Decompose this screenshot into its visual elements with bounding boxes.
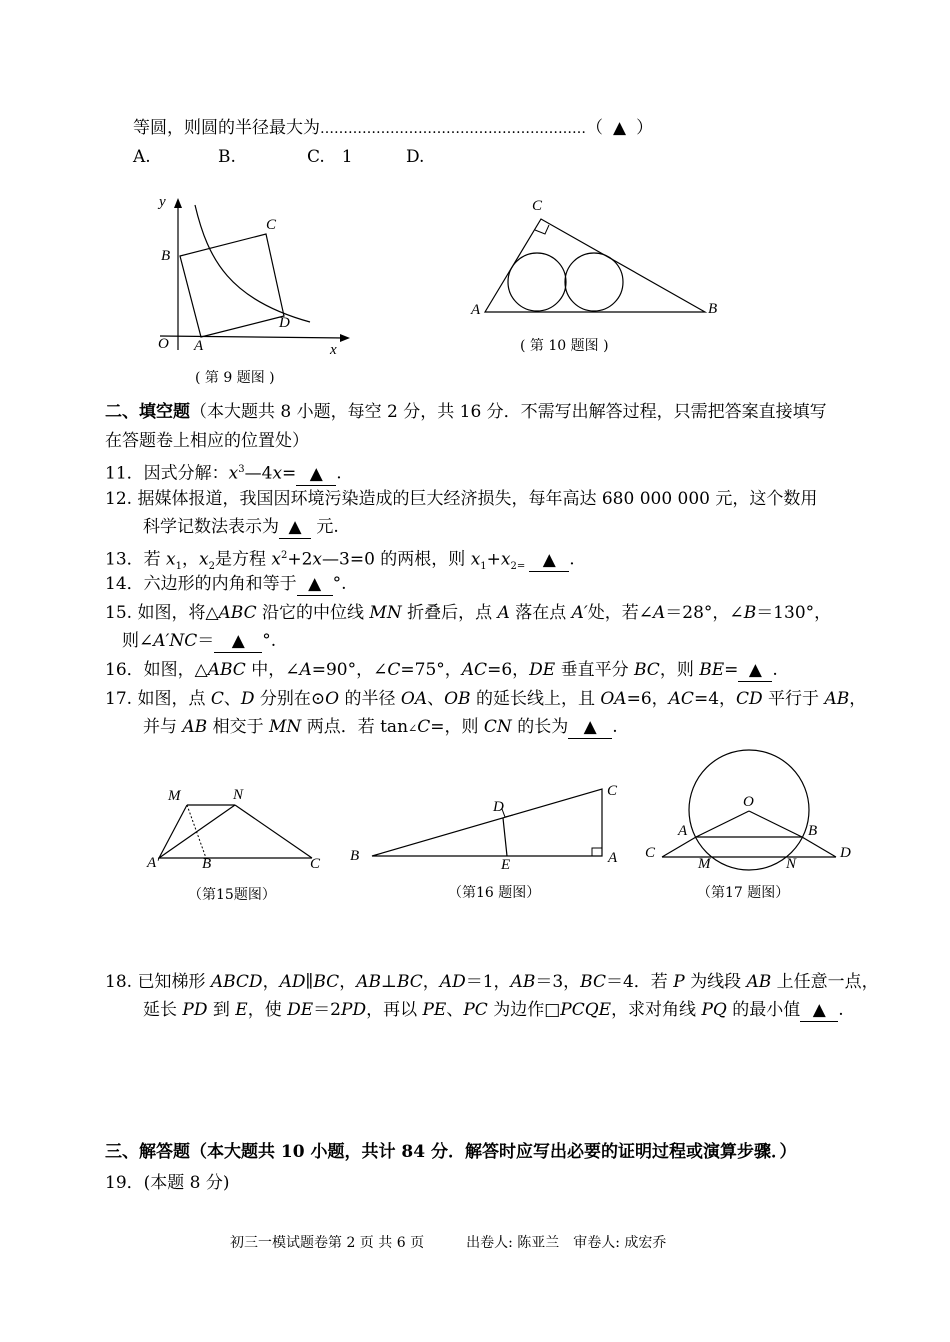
q15-l1f: ＝28°，∠ bbox=[665, 603, 744, 623]
q11-end: . bbox=[336, 463, 342, 484]
q15-a: A bbox=[497, 603, 510, 623]
figure-9 bbox=[150, 190, 360, 360]
section3-heading: 三、解答题（本大题共 10 小题，共计 84 分．解答时应写出必要的证明过程或演算步骤．） bbox=[105, 1142, 797, 1162]
q18-l1i: ＝4．若 bbox=[605, 972, 674, 992]
q17-l2c: 两点．若 tan bbox=[301, 717, 409, 737]
q18-de: DE bbox=[287, 1000, 314, 1020]
q18-bc3: BC bbox=[580, 972, 606, 992]
q18-l1a: 18. 已知梯形 bbox=[105, 972, 211, 992]
q18-pc: PC bbox=[463, 1000, 488, 1020]
q17-cd: CD bbox=[736, 689, 763, 709]
q18-bc: BC bbox=[313, 972, 340, 992]
q18-l1c: ∥ bbox=[305, 972, 314, 992]
fig15-label-n: N bbox=[233, 787, 244, 803]
q13-eqrest1: +2 bbox=[287, 549, 313, 570]
q16-abc: ABC bbox=[207, 660, 246, 680]
q13-answer-blank: ▲ bbox=[529, 549, 569, 572]
fig16-label-d: D bbox=[493, 799, 504, 815]
q18-pq: PQ bbox=[701, 1000, 727, 1020]
q11-eq: = bbox=[282, 463, 297, 484]
q18-ab3: AB bbox=[746, 972, 772, 992]
q13-x1: x bbox=[166, 549, 176, 570]
q18-ab2: AB bbox=[510, 972, 536, 992]
q17-l1h: =4， bbox=[693, 689, 737, 709]
q15-line1 bbox=[105, 602, 831, 624]
q13-s1: 1 bbox=[175, 561, 183, 573]
fig9-label-a: A bbox=[194, 338, 204, 354]
q17-l1a: 17. 如图，点 bbox=[105, 689, 211, 709]
q16-de: DE bbox=[529, 660, 556, 680]
fig17-label-c: C bbox=[645, 845, 656, 861]
q13-num: 13． bbox=[105, 549, 144, 570]
q11-exp: 3 bbox=[238, 464, 245, 475]
q12-line1: 12. 据媒体报道，我国因环境污染造成的巨大经济损失，每年高达 680 000 000 元，这个数用 bbox=[105, 489, 818, 509]
q16-num: 16． bbox=[105, 660, 144, 680]
fig17-label-n: N bbox=[786, 856, 797, 872]
fig9-label-y: y bbox=[159, 194, 166, 210]
q17-line2 bbox=[143, 716, 618, 740]
q16-t7: ，则 bbox=[659, 660, 700, 680]
q14-answer-blank: ▲ bbox=[297, 573, 333, 596]
fig9-label-o: O bbox=[158, 336, 169, 352]
q16 bbox=[105, 659, 778, 682]
fig16-right-angle-a bbox=[592, 848, 602, 856]
fig15-label-m: M bbox=[168, 788, 181, 804]
q10-option-b: B. bbox=[218, 147, 236, 167]
q18-answer-blank: ▲ bbox=[800, 999, 838, 1022]
fig15-line-ma bbox=[159, 805, 187, 858]
q16-t4: =75°， bbox=[400, 660, 462, 680]
q18-e: E bbox=[235, 1000, 248, 1020]
q18-l1h: ＝3， bbox=[535, 972, 581, 992]
q16-t6: 垂直平分 bbox=[555, 660, 634, 680]
figure17-caption: （第17 题图） bbox=[697, 885, 790, 901]
q13-sx1: x bbox=[470, 549, 481, 570]
q13-plus: + bbox=[486, 549, 501, 570]
figure9-caption: ( 第 9 题图 ) bbox=[195, 370, 275, 386]
q16-t3: =90°，∠ bbox=[311, 660, 388, 680]
q15-mn: MN bbox=[369, 603, 402, 623]
q17-l2a: 并与 bbox=[143, 717, 183, 737]
q17-l1d: 的半径 bbox=[339, 689, 401, 709]
fig9-y-arrow bbox=[174, 198, 182, 208]
q14-end: °. bbox=[332, 574, 347, 594]
fig15-dotted-mb bbox=[187, 805, 206, 858]
q15-l1e: 处，若∠ bbox=[587, 603, 654, 623]
q18-l2b: 到 bbox=[207, 1000, 236, 1020]
q11-x: x bbox=[228, 463, 239, 484]
q15-answer-blank: ▲ bbox=[214, 630, 262, 653]
q15-b: B bbox=[743, 603, 757, 623]
q16-t2: 中，∠ bbox=[245, 660, 300, 680]
figure-17 bbox=[640, 745, 860, 875]
q15-end: °. bbox=[262, 631, 277, 651]
fig10-circle-left bbox=[508, 253, 566, 311]
figure16-caption: （第16 题图） bbox=[448, 885, 541, 901]
fig9-label-x: x bbox=[330, 342, 337, 358]
fig9-label-d: D bbox=[279, 315, 290, 331]
section2-heading bbox=[105, 401, 827, 423]
q18-l2a: 延长 bbox=[143, 1000, 183, 1020]
q15-l2a: 则∠ bbox=[122, 631, 154, 651]
q17-l1b: 、 bbox=[223, 689, 241, 709]
fig16-triangle bbox=[372, 789, 602, 856]
q16-be: BE bbox=[699, 660, 725, 680]
fig9-label-c: C bbox=[266, 217, 277, 233]
figure-10 bbox=[465, 192, 730, 322]
q13-eqx: x bbox=[271, 549, 281, 570]
q18-l1g: ＝1， bbox=[465, 972, 511, 992]
q12-line2 bbox=[143, 516, 339, 539]
q17-d: D bbox=[240, 689, 255, 709]
q17-l1c: 分别在⊙ bbox=[254, 689, 326, 709]
q17-answer-blank: ▲ bbox=[568, 716, 612, 739]
q10-stem-tail bbox=[133, 117, 653, 140]
fig10-label-b: B bbox=[708, 301, 718, 317]
q11-text: 因式分解： bbox=[143, 463, 229, 484]
q18-l2c: ，使 bbox=[247, 1000, 288, 1020]
page-footer: 初三一模试题卷第 2 页 共 6 页 出卷人: 陈亚兰 审卷人: 成宏乔 bbox=[230, 1235, 667, 1251]
fig10-triangle bbox=[485, 219, 705, 312]
q13-end: . bbox=[569, 549, 575, 570]
q17-ab: AB bbox=[824, 689, 850, 709]
fig17-label-a: A bbox=[678, 823, 688, 839]
fig16-line-de bbox=[503, 818, 507, 856]
fig17-label-m: M bbox=[698, 856, 711, 872]
section2-title: 二、填空题 bbox=[105, 402, 190, 422]
fig17-label-o: O bbox=[743, 794, 754, 810]
q17-mn: MN bbox=[269, 717, 302, 737]
q10-option-d: D. bbox=[406, 147, 425, 167]
fig16-label-b: B bbox=[350, 848, 360, 864]
q15-l1b: 沿它的中位线 bbox=[256, 603, 370, 623]
fig10-label-c: C bbox=[532, 198, 543, 214]
q16-end: . bbox=[772, 660, 778, 680]
q18-l2d: ＝2 bbox=[313, 1000, 341, 1020]
fig17-label-d: D bbox=[840, 845, 851, 861]
q17-l2b: 相交于 bbox=[207, 717, 269, 737]
q15-abc: ABC bbox=[218, 603, 257, 623]
q18-pd: PD bbox=[182, 1000, 208, 1020]
q13-t2: 是方程 bbox=[214, 549, 272, 570]
fig15-label-c: C bbox=[310, 856, 321, 872]
q17-l1j: ， bbox=[849, 689, 867, 709]
q18-pe: PE bbox=[422, 1000, 447, 1020]
q12-answer-blank: ▲ bbox=[279, 516, 311, 539]
q10-option-c: C. 1 bbox=[307, 147, 353, 167]
q13-comma: ， bbox=[182, 549, 200, 570]
q18-l1e: ⊥ bbox=[380, 972, 397, 992]
q17-l2e: 的长为 bbox=[511, 717, 569, 737]
q18-abcd: ABCD bbox=[210, 972, 263, 992]
q10-bracket-close: ） bbox=[636, 118, 654, 138]
q17-ac: AC bbox=[668, 689, 694, 709]
section2-desc-line2: 在答题卷上相应的位置处） bbox=[105, 431, 309, 451]
q18-ad: AD bbox=[279, 972, 306, 992]
q15-l1d: 落在点 bbox=[509, 603, 572, 623]
q16-a: A bbox=[299, 660, 312, 680]
q13-eqx2: x bbox=[312, 549, 323, 570]
q14-num: 14． bbox=[105, 574, 144, 594]
q18-l1k: 上任意一点， bbox=[771, 972, 879, 992]
q13-s2: 2 bbox=[208, 561, 215, 573]
q15-l1g: ＝130°， bbox=[756, 603, 832, 623]
q18-l1d: ， bbox=[339, 972, 357, 992]
q10-answer-mark: ▲ bbox=[613, 118, 627, 138]
q15-l1c: 折叠后，点 bbox=[401, 603, 498, 623]
q18-line1 bbox=[105, 971, 879, 993]
q12-text: 科学记数法表示为 bbox=[143, 517, 279, 537]
q10-text: 等圆，则圆的半径最大为 bbox=[133, 118, 320, 138]
q18-l2f: 、 bbox=[446, 1000, 464, 1020]
fig17-label-b: B bbox=[808, 823, 818, 839]
q18-l1f: ， bbox=[422, 972, 440, 992]
fig17-line-bd bbox=[802, 837, 836, 857]
q13-eqexp: 2 bbox=[280, 550, 288, 561]
q15-anc: A′NC bbox=[153, 631, 198, 651]
q15-l2b: ＝ bbox=[197, 631, 215, 651]
fig15-label-b: B bbox=[202, 856, 212, 872]
fig9-curve bbox=[195, 205, 310, 322]
q11-x2: x bbox=[272, 463, 283, 484]
q18-l1j: 为线段 bbox=[684, 972, 747, 992]
q17-ab2: AB bbox=[182, 717, 208, 737]
q11 bbox=[105, 459, 342, 486]
q17-cn: CN bbox=[483, 717, 512, 737]
fig17-circle bbox=[689, 750, 809, 870]
q13-x2: x bbox=[199, 549, 209, 570]
fig15-label-a: A′ bbox=[147, 855, 160, 871]
q18-ab: AB bbox=[356, 972, 381, 992]
fig10-label-a: A bbox=[471, 302, 481, 318]
q16-t1: 如图，△ bbox=[143, 660, 208, 680]
q17-oa: OA bbox=[400, 689, 428, 709]
q18-ad2: AD bbox=[439, 972, 466, 992]
q18-l1b: ， bbox=[262, 972, 280, 992]
q16-c: C bbox=[387, 660, 401, 680]
fig17-line-ob bbox=[749, 811, 802, 837]
fig9-label-b: B bbox=[161, 248, 171, 264]
q15-a2: A′ bbox=[571, 603, 588, 623]
fig16-label-e: E bbox=[501, 857, 511, 873]
figure10-caption: ( 第 10 题图 ) bbox=[520, 338, 609, 354]
q17-l1i: 平行于 bbox=[762, 689, 825, 709]
q17-c2: C bbox=[417, 717, 431, 737]
fig16-label-a: A bbox=[608, 850, 618, 866]
q18-l2h: ，求对角线 bbox=[611, 1000, 702, 1020]
fig15-line-nc bbox=[235, 805, 312, 858]
q17-l1g: =6， bbox=[626, 689, 669, 709]
q12-end: 元. bbox=[311, 517, 339, 537]
q13-eqrest2: —3=0 的两根，则 bbox=[322, 549, 471, 570]
q18-l2e: ，再以 bbox=[366, 1000, 423, 1020]
figure-15 bbox=[140, 780, 330, 875]
fig9-x-axis bbox=[160, 336, 346, 338]
fig9-square bbox=[180, 234, 284, 337]
q17-l1f: 的延长线上，且 bbox=[470, 689, 601, 709]
q18-l2i: 的最小值 bbox=[726, 1000, 801, 1020]
q14-text: 六边形的内角和等于 bbox=[143, 574, 297, 594]
q17-line1 bbox=[105, 688, 866, 710]
q17-c: C bbox=[210, 689, 224, 709]
q18-pcqe: □PCQE bbox=[544, 1000, 612, 1020]
q15-l1a: 15. 如图，将△ bbox=[105, 603, 219, 623]
q16-t5: =6， bbox=[487, 660, 530, 680]
q11-answer-blank: ▲ bbox=[296, 463, 336, 486]
q15-a3: A bbox=[653, 603, 666, 623]
q17-o: O bbox=[325, 689, 340, 709]
q13-t1: 若 bbox=[143, 549, 167, 570]
q17-angle: ∠ bbox=[408, 722, 418, 735]
q10-option-a: A. bbox=[133, 147, 151, 167]
q13-ss2: 2= bbox=[510, 561, 526, 573]
q19-heading: 19．(本题 8 分) bbox=[105, 1173, 230, 1193]
fig17-line-oa bbox=[696, 811, 749, 837]
q16-answer-blank: ▲ bbox=[738, 659, 772, 682]
fig16-label-c: C bbox=[607, 783, 618, 799]
figure15-caption: （第15题图） bbox=[188, 887, 276, 903]
q17-oa2: OA bbox=[600, 689, 627, 709]
q18-l2g: 为边作 bbox=[487, 1000, 545, 1020]
q13-ss1: 1 bbox=[480, 561, 487, 573]
fig10-circle-right bbox=[565, 253, 623, 311]
q10-bracket-open: （ bbox=[586, 118, 603, 138]
q17-end: . bbox=[612, 717, 618, 737]
figure-16 bbox=[345, 778, 630, 878]
q18-line2 bbox=[143, 999, 844, 1022]
q17-l1e: 、 bbox=[427, 689, 445, 709]
q10-dots: ………………………………………………… bbox=[320, 121, 586, 137]
q13-sx2: x bbox=[500, 549, 511, 570]
q18-end: . bbox=[838, 1000, 844, 1020]
fig17-line-ac bbox=[662, 837, 696, 857]
section2-desc: （本大题共 8 小题，每空 2 分，共 16 分．不需写出解答过程，只需把答案直接填写 bbox=[190, 402, 827, 422]
q16-bc: BC bbox=[634, 660, 660, 680]
q18-bc2: BC bbox=[396, 972, 423, 992]
q11-num: 11． bbox=[105, 463, 144, 484]
q15-line2 bbox=[122, 630, 276, 653]
q11-mid: —4 bbox=[244, 463, 273, 484]
q17-l2d: =，则 bbox=[430, 717, 484, 737]
q18-p: P bbox=[673, 972, 685, 992]
q17-ob: OB bbox=[444, 689, 471, 709]
fig9-x-arrow bbox=[340, 334, 350, 342]
q14 bbox=[105, 573, 347, 596]
q16-ac: AC bbox=[461, 660, 488, 680]
q16-t8: = bbox=[724, 660, 739, 680]
q18-pd2: PD bbox=[341, 1000, 367, 1020]
